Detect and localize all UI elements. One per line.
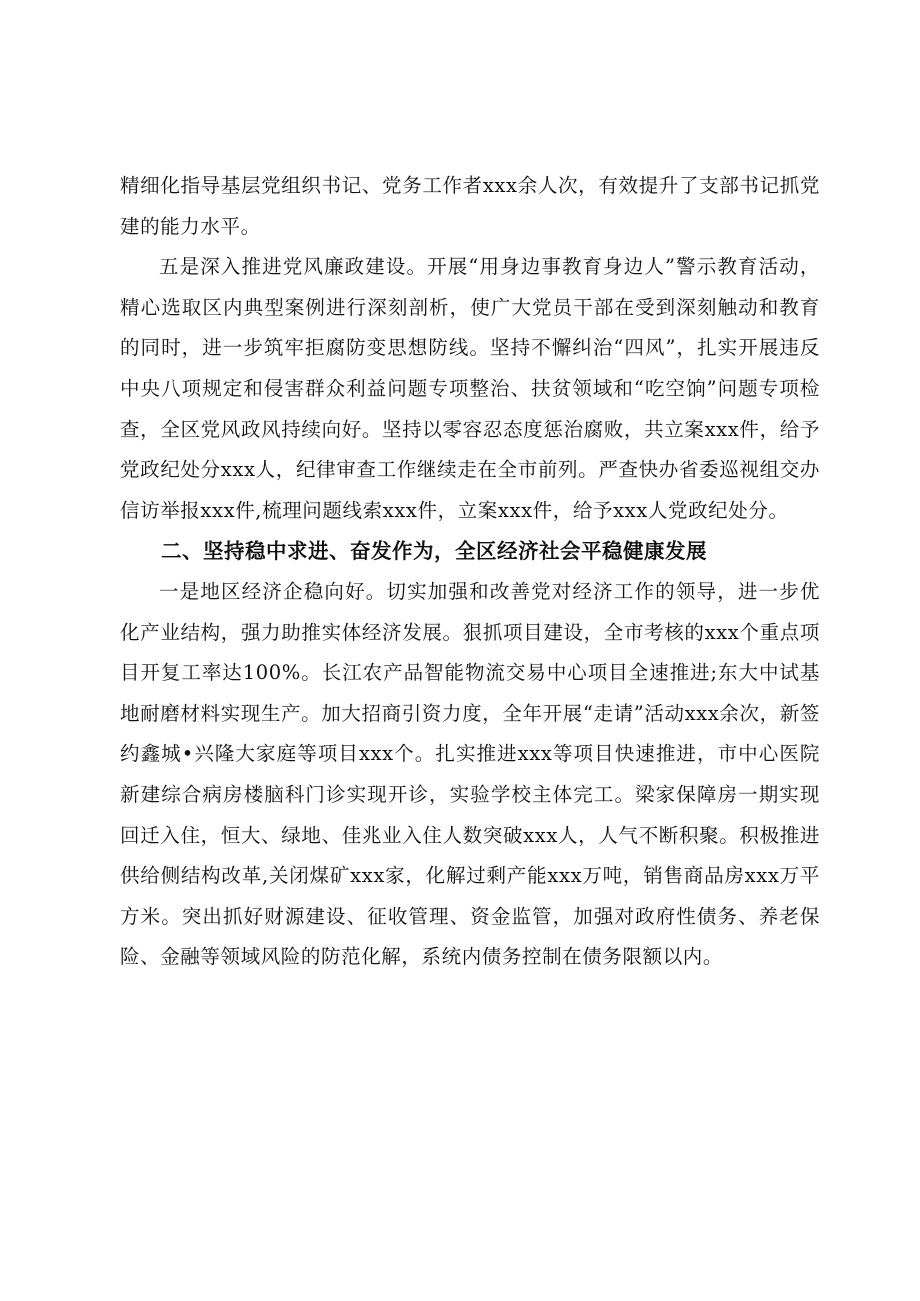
paragraph-economy: 一是地区经济企稳向好。切实加强和改善党对经济工作的领导，进一步优化产业结构，强力助推实体经济发展。狠抓项目建设，全市考核的xxx个重点项目开复工率达100%。长江农产品智能物流交易中心项目全速推进;东大中试基地耐磨材料实现生产。加大招商引资力度，全年开展“走请”活动xxx余次，新签约鑫城•兴隆大家庭等项目xxx个。扎实推进xxx等项目快速推进，市中心医院新建综合病房楼脑科门诊实现开诊，实验学校主体完工。梁家保障房一期实现回迁入住，恒大、绿地、佳兆业入住人数突破xxx人，人气不断积聚。积极推进供给侧结构改革,关闭煤矿xxx家，化解过剩产能xxx万吨，销售商品房xxx万平方米。突出抓好财源建设、征收管理、资金监管，加强对政府性债务、养老保险、金融等领域风险的防范化解，系统内债务控制在债务限额以内。: [120, 579, 820, 969]
paragraph-continuation: 精细化指导基层党组织书记、党务工作者xxx余人次，有效提升了支部书记抓党建的能力水平。: [120, 174, 820, 238]
document-body: [120, 166, 820, 978]
section-heading: 二、坚持稳中求进、奋发作为，全区经济社会平稳健康发展: [161, 539, 707, 564]
paragraph-anticorruption: 五是深入推进党风廉政建设。开展“用身边事教育身边人”警示教育活动，精心选取区内典型案例进行深刻剖析，使广大党员干部在受到深刻触动和教育的同时，进一步筑牢拒腐防变思想防线。坚持不懈纠治“四风”，扎实开展违反中央八项规定和侵害群众利益问题专项整治、扶贫领域和“吃空饷”问题专项检查，全区党风政风持续向好。坚持以零容忍态度惩治腐败，共立案xxx件，给予党政纪处分xxx人，纪律审查工作继续走在全市前列。严查快办省委巡视组交办信访举报xxx件,梳理问题线索xxx件，立案xxx件，给予xxx人党政纪处分。: [120, 255, 820, 522]
